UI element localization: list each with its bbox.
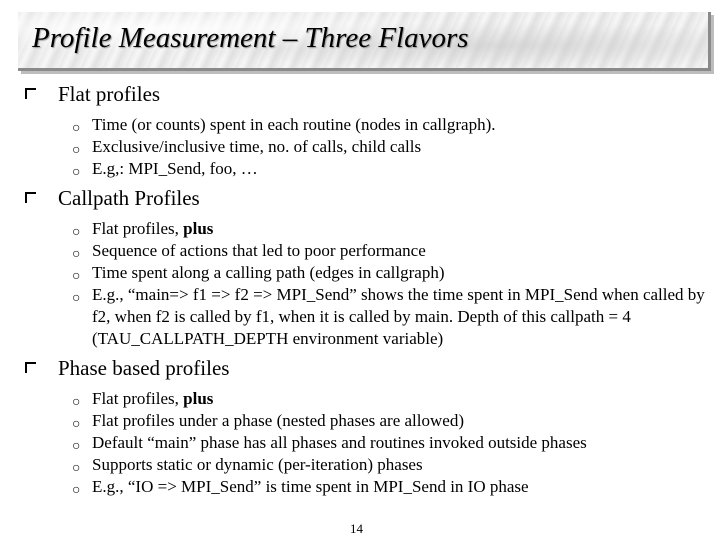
bold-emphasis: plus — [183, 219, 214, 238]
circle-bullet-icon: ○ — [72, 225, 81, 240]
list-item — [22, 476, 712, 498]
circle-bullet-icon: ○ — [72, 269, 81, 284]
slide-title: Profile Measurement – Three Flavors — [32, 22, 469, 54]
section-heading — [22, 184, 712, 212]
section-heading — [22, 354, 712, 382]
list-item-text: E.g., “IO => MPI_Send” is time spent in MPI_Send in IO phase — [92, 477, 529, 496]
circle-bullet-icon: ○ — [72, 247, 81, 262]
section-heading-text: Phase based profiles — [58, 356, 230, 380]
list-item-text: Sequence of actions that led to poor performance — [92, 241, 426, 260]
list-item — [22, 284, 712, 350]
circle-bullet-icon: ○ — [72, 417, 81, 432]
list-item — [22, 262, 712, 284]
section-callpath-profiles — [22, 184, 712, 350]
list-item-text: Supports static or dynamic (per-iteration) phases — [92, 455, 423, 474]
section-flat-profiles — [22, 80, 712, 180]
circle-bullet-icon: ○ — [72, 121, 81, 136]
slide-content — [22, 80, 712, 498]
list-item-text: Time (or counts) spent in each routine (nodes in callgraph). — [92, 115, 496, 134]
circle-bullet-icon: ○ — [72, 483, 81, 498]
list-item — [22, 240, 712, 262]
list-item-text: Default “main” phase has all phases and routines invoked outside phases — [92, 433, 587, 452]
square-bullet-icon — [25, 192, 36, 203]
list-item — [22, 218, 712, 240]
section-phase-profiles — [22, 354, 712, 498]
list-item-text: Flat profiles, — [92, 219, 184, 238]
list-item — [22, 114, 712, 136]
square-bullet-icon — [25, 88, 36, 99]
list-item — [22, 454, 712, 476]
list-item — [22, 410, 712, 432]
section-heading-text: Flat profiles — [58, 82, 161, 106]
list-item-text: E.g., “main=> f1 => f2 => MPI_Send” shows the time spent in MPI_Send when called by f2, when f2 is called by f1, when it is called by main. Depth of this callpath = 4 (TAU_CALLPATH_DEPTH environment variable) — [92, 285, 705, 348]
list-item — [22, 432, 712, 454]
sub-list — [22, 388, 712, 498]
circle-bullet-icon: ○ — [72, 439, 81, 454]
sub-list — [22, 114, 712, 180]
sub-list — [22, 218, 712, 350]
circle-bullet-icon: ○ — [72, 395, 81, 410]
section-heading-text: Callpath Profiles — [58, 186, 200, 210]
circle-bullet-icon: ○ — [72, 291, 81, 306]
list-item — [22, 136, 712, 158]
list-item-text: Flat profiles under a phase (nested phases are allowed) — [92, 411, 464, 430]
circle-bullet-icon: ○ — [72, 143, 81, 158]
circle-bullet-icon: ○ — [72, 461, 81, 476]
list-item-text: E.g,: MPI_Send, foo, … — [92, 159, 258, 178]
list-item-text: Time spent along a calling path (edges in callgraph) — [92, 263, 445, 282]
square-bullet-icon — [25, 362, 36, 373]
section-heading — [22, 80, 712, 108]
list-item-text: Flat profiles, — [92, 389, 184, 408]
list-item — [22, 158, 712, 180]
list-item-text: Exclusive/inclusive time, no. of calls, child calls — [92, 137, 422, 156]
bold-emphasis: plus — [183, 389, 214, 408]
list-item — [22, 388, 712, 410]
page-number: 14 — [350, 521, 363, 536]
circle-bullet-icon: ○ — [72, 165, 81, 180]
title-band — [18, 12, 711, 71]
